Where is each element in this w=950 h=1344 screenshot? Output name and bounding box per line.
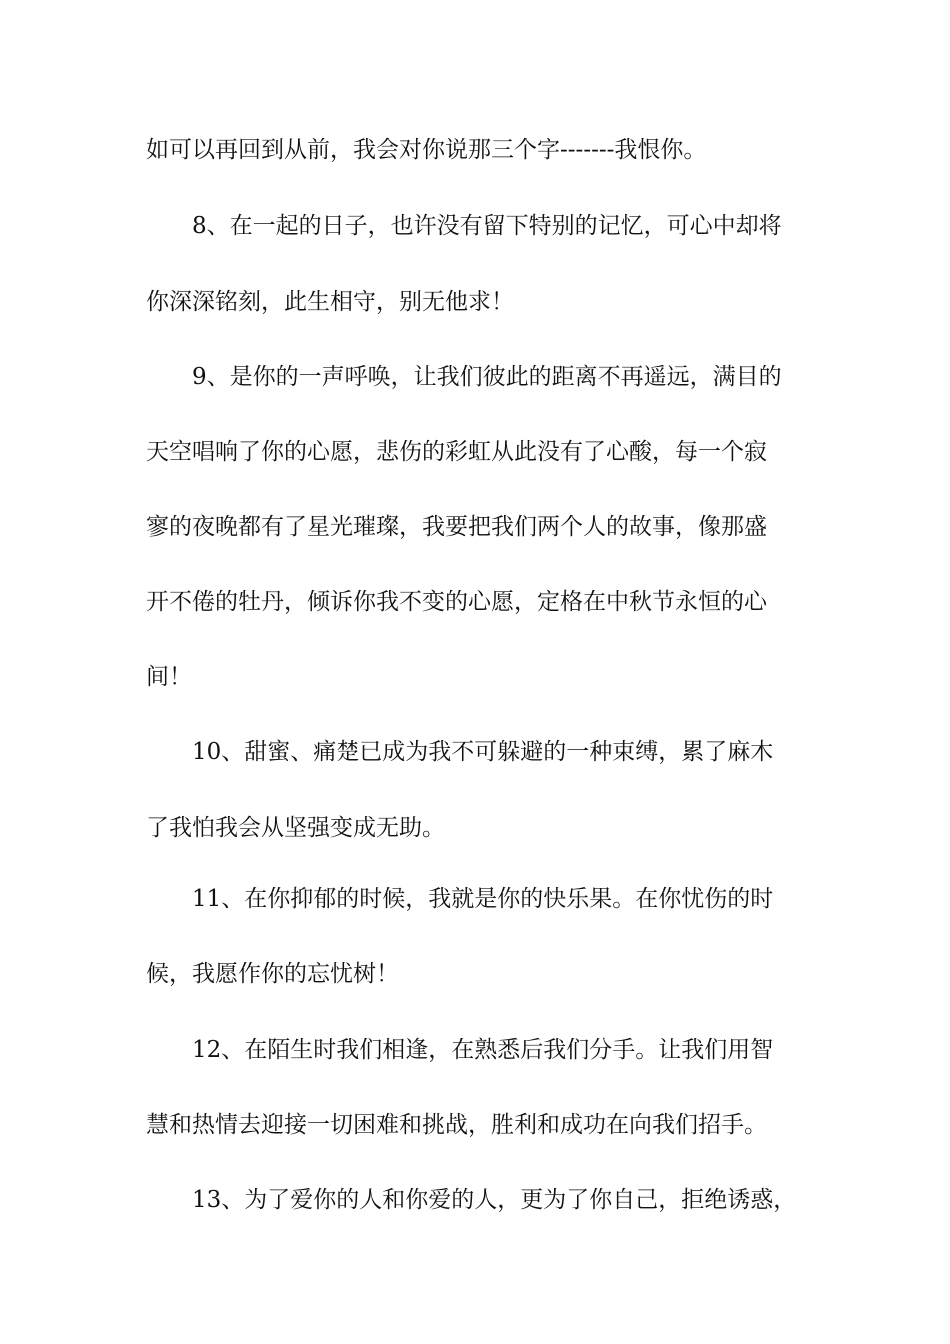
text-line [0,1030,950,1070]
text-line [0,130,950,170]
text-line-content: 10、甜蜜、痛楚已成为我不可躲避的一种束缚，累了麻木 [192,739,774,765]
text-line-content: 候，我愿作你的忘忧树！ [146,961,399,987]
text-line [0,357,950,397]
text-line-content: 开不倦的牡丹，倾诉你我不变的心愿，定格在中秋节永恒的心 [146,589,767,615]
text-line-content: 9、是你的一声呼唤，让我们彼此的距离不再遥远，满目的 [192,364,782,390]
text-line [0,432,950,472]
text-line-content: 11、在你抑郁的时候，我就是你的快乐果。在你忧伤的时 [192,886,774,912]
text-line [0,732,950,772]
text-line-content: 了我怕我会从坚强变成无助。 [146,815,445,841]
text-line-content: 你深深铭刻，此生相守，别无他求！ [146,289,514,315]
text-line-content: 慧和热情去迎接一切困难和挑战，胜利和成功在向我们招手。 [146,1112,767,1138]
text-line [0,507,950,547]
text-line [0,582,950,622]
text-line [0,282,950,322]
text-line [0,657,950,697]
text-line [0,954,950,994]
text-line-content: 寥的夜晚都有了星光璀璨，我要把我们两个人的故事，像那盛 [146,514,767,540]
text-line [0,1180,950,1220]
text-line-content: 13、为了爱你的人和你爱的人，更为了你自己，拒绝诱惑， [192,1187,797,1213]
text-line-content: 12、在陌生时我们相逢，在熟悉后我们分手。让我们用智 [192,1037,774,1063]
text-line-content: 天空唱响了你的心愿，悲伤的彩虹从此没有了心酸，每一个寂 [146,439,767,465]
text-line-content: 如可以再回到从前，我会对你说那三个字-------我恨你。 [146,137,707,163]
text-line [0,808,950,848]
text-line-content: 8、在一起的日子，也许没有留下特别的记忆，可心中却将 [192,213,782,239]
text-line [0,879,950,919]
text-line [0,1105,950,1145]
text-line [0,206,950,246]
text-line-content: 间！ [146,664,192,690]
